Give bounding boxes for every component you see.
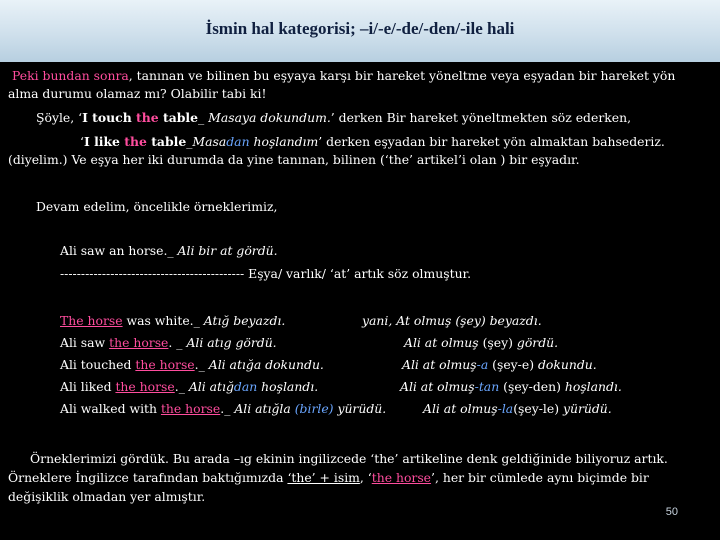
- example-left-pre: Ali saw: [60, 335, 110, 350]
- page-title: İsmin hal kategorisi; –i/-e/-de/-den/-ile hali: [205, 19, 515, 38]
- example-right-post: hoşlandı.: [560, 379, 622, 394]
- devam-line: Devam edelim, öncelikle örneklerimiz,: [36, 199, 278, 214]
- intro-rest: , tanınan ve bilinen bu eşyaya karşı bir hareket yöneltme veya eşyadan bir hareket yön: [128, 68, 676, 83]
- soyle-the2: the: [124, 134, 147, 149]
- conclusion-line2-u1: ‘the’ + isim: [287, 470, 360, 485]
- example-left-the: the horse: [135, 357, 195, 372]
- example-horse-sep: _: [167, 243, 178, 258]
- example-right-suffix: (şey-e: [488, 357, 530, 372]
- conclusion-line2-pre: Örneklere İngilizce tarafından baktığımızda: [8, 470, 288, 485]
- soyle-table2: table: [146, 134, 187, 149]
- example-right: [402, 355, 597, 374]
- example-left-post: .: [174, 379, 179, 394]
- example-right: [423, 399, 612, 418]
- example-row: [60, 355, 324, 374]
- example-row: [60, 399, 386, 418]
- soyle-phrase2: I like: [83, 134, 125, 149]
- example-left-the: the horse: [115, 379, 175, 394]
- soyle-line-1: [36, 108, 631, 127]
- conclusion-line-2: [8, 468, 649, 487]
- conclusion-line-3: değişiklik olmadan yer almıştır.: [8, 489, 206, 504]
- example-left-post: .: [220, 401, 225, 416]
- soyle-phrase1: I touch: [82, 110, 137, 125]
- example-horse-dashes: --------------------------------------------: [60, 266, 245, 281]
- soyle-prefix: Şöyle, ‘: [36, 110, 83, 125]
- soyle-sep1: _: [198, 110, 209, 125]
- example-right-mid: (şey): [451, 313, 486, 328]
- example-left-the: the horse: [160, 401, 221, 416]
- example-horse-note: Eşya/ varlık/ ‘at’ artık söz olmuştur.: [244, 266, 472, 281]
- example-tr-post: dokundu.: [261, 357, 324, 372]
- example-right-pre: yani, At olmuş: [362, 313, 452, 328]
- intro-lead: Peki bundan sonra: [12, 68, 129, 83]
- intro-line-1: [12, 66, 675, 85]
- soyle-suffix1: ’ derken Bir hareket yöneltmekten söz ederken,: [330, 110, 632, 125]
- intro-line-2: alma durumu olamaz mı? Olabilir tabi ki!: [8, 86, 267, 101]
- title-bar: [0, 0, 720, 64]
- example-right-post: dokundu.: [534, 357, 597, 372]
- example-right-post: yürüdü.: [559, 401, 612, 416]
- soyle-sep2: _: [186, 134, 193, 149]
- example-tr-suffix: dan: [233, 379, 258, 394]
- conclusion-line-1: Örneklerimizi gördük. Bu arada –ıg ekinin ingilizcede ‘the’ artikeline denk geldiğinide biliyoruz artık.: [30, 451, 668, 466]
- example-right-pre: Ali at olmuş: [423, 401, 498, 416]
- soyle-masa2: Masa: [192, 134, 227, 149]
- example-tr-sep: _: [193, 313, 204, 328]
- example-tr-sep: _: [198, 357, 209, 372]
- example-right-mid: -tan: [474, 379, 500, 394]
- example-horse-en: Ali saw an horse.: [60, 243, 168, 258]
- example-right: [404, 333, 558, 352]
- example-right-pre: Ali at olmuş: [400, 379, 475, 394]
- example-tr-sep: _: [178, 379, 189, 394]
- example-right-pre: Ali at olmuş: [404, 335, 479, 350]
- example-right-post: beyazdı.: [485, 313, 542, 328]
- example-right-pre: Ali at olmuş: [402, 357, 477, 372]
- soyle-table1: table: [158, 110, 198, 125]
- conclusion-line2-the: the horse: [371, 470, 432, 485]
- example-left-post: was white.: [122, 313, 194, 328]
- example-right-post: gördü.: [512, 335, 559, 350]
- example-right-mid: -la: [497, 401, 514, 416]
- example-left-the: The horse: [60, 313, 123, 328]
- example-tr-suffix: (birle): [290, 401, 334, 416]
- example-tr-stem: Ali atığa: [208, 357, 262, 372]
- soyle-dan: dan: [226, 134, 250, 149]
- example-left-pre: Ali touched: [60, 357, 136, 372]
- example-right-suffix: (şey-le: [513, 401, 555, 416]
- example-left-pre: Ali walked with: [60, 401, 161, 416]
- example-horse-tr: Ali bir at gördü.: [177, 243, 278, 258]
- soyle-hoslandim: hoşlandım: [249, 134, 319, 149]
- example-right: [400, 377, 622, 396]
- example-right-close: ): [554, 401, 560, 416]
- page-number: 50: [665, 506, 678, 518]
- example-right-suffix: (şey-den: [499, 379, 557, 394]
- example-tr-post: beyazdı.: [229, 313, 286, 328]
- example-tr-sep: _: [172, 335, 187, 350]
- example-right-close: ): [556, 379, 561, 394]
- example-horse-note-line: [60, 264, 471, 283]
- example-horse-line: [60, 241, 278, 260]
- example-right-close: ): [529, 357, 535, 372]
- conclusion-line2-mid: , ‘: [359, 470, 372, 485]
- example-left-the: the horse: [109, 335, 169, 350]
- soyle-suffix2: ’ derken eşyadan bir hareket yön almaktan bahsederiz.: [318, 134, 665, 149]
- soyle-the1: the: [136, 110, 159, 125]
- soyle-line-3: (diyelim.) Ve eşya her iki durumda da yine tanınan, bilinen (‘the’ artikel’i olan ) bir eşyadır.: [8, 152, 580, 167]
- soyle-open2: ‘: [80, 134, 84, 149]
- example-tr-sep: _: [224, 401, 235, 416]
- example-row: [60, 311, 285, 330]
- slide-content: [0, 62, 720, 540]
- soyle-line-2: [80, 132, 665, 151]
- example-right-mid: (şey): [478, 335, 513, 350]
- conclusion-line2-post: ’, her bir cümlede aynı biçimde bir: [431, 470, 649, 485]
- example-tr-stem: Ali atıg: [186, 335, 232, 350]
- example-tr-post: yürüdü.: [333, 401, 387, 416]
- example-row: [60, 333, 277, 352]
- example-left-post: .: [168, 335, 173, 350]
- example-left-pre: Ali liked: [60, 379, 116, 394]
- example-tr-stem: Ali atığ: [188, 379, 234, 394]
- soyle-masa1: Masaya: [208, 110, 257, 125]
- example-tr-post: gördü.: [231, 335, 277, 350]
- example-row: [60, 377, 318, 396]
- soyle-dokundum: dokundum.: [256, 110, 331, 125]
- example-tr-stem: Ali atığla: [234, 401, 291, 416]
- example-tr-stem: Atığ: [203, 313, 230, 328]
- example-left-post: .: [194, 357, 199, 372]
- example-right: [362, 311, 542, 330]
- example-tr-post: hoşlandı.: [257, 379, 319, 394]
- example-right-mid: -a: [476, 357, 489, 372]
